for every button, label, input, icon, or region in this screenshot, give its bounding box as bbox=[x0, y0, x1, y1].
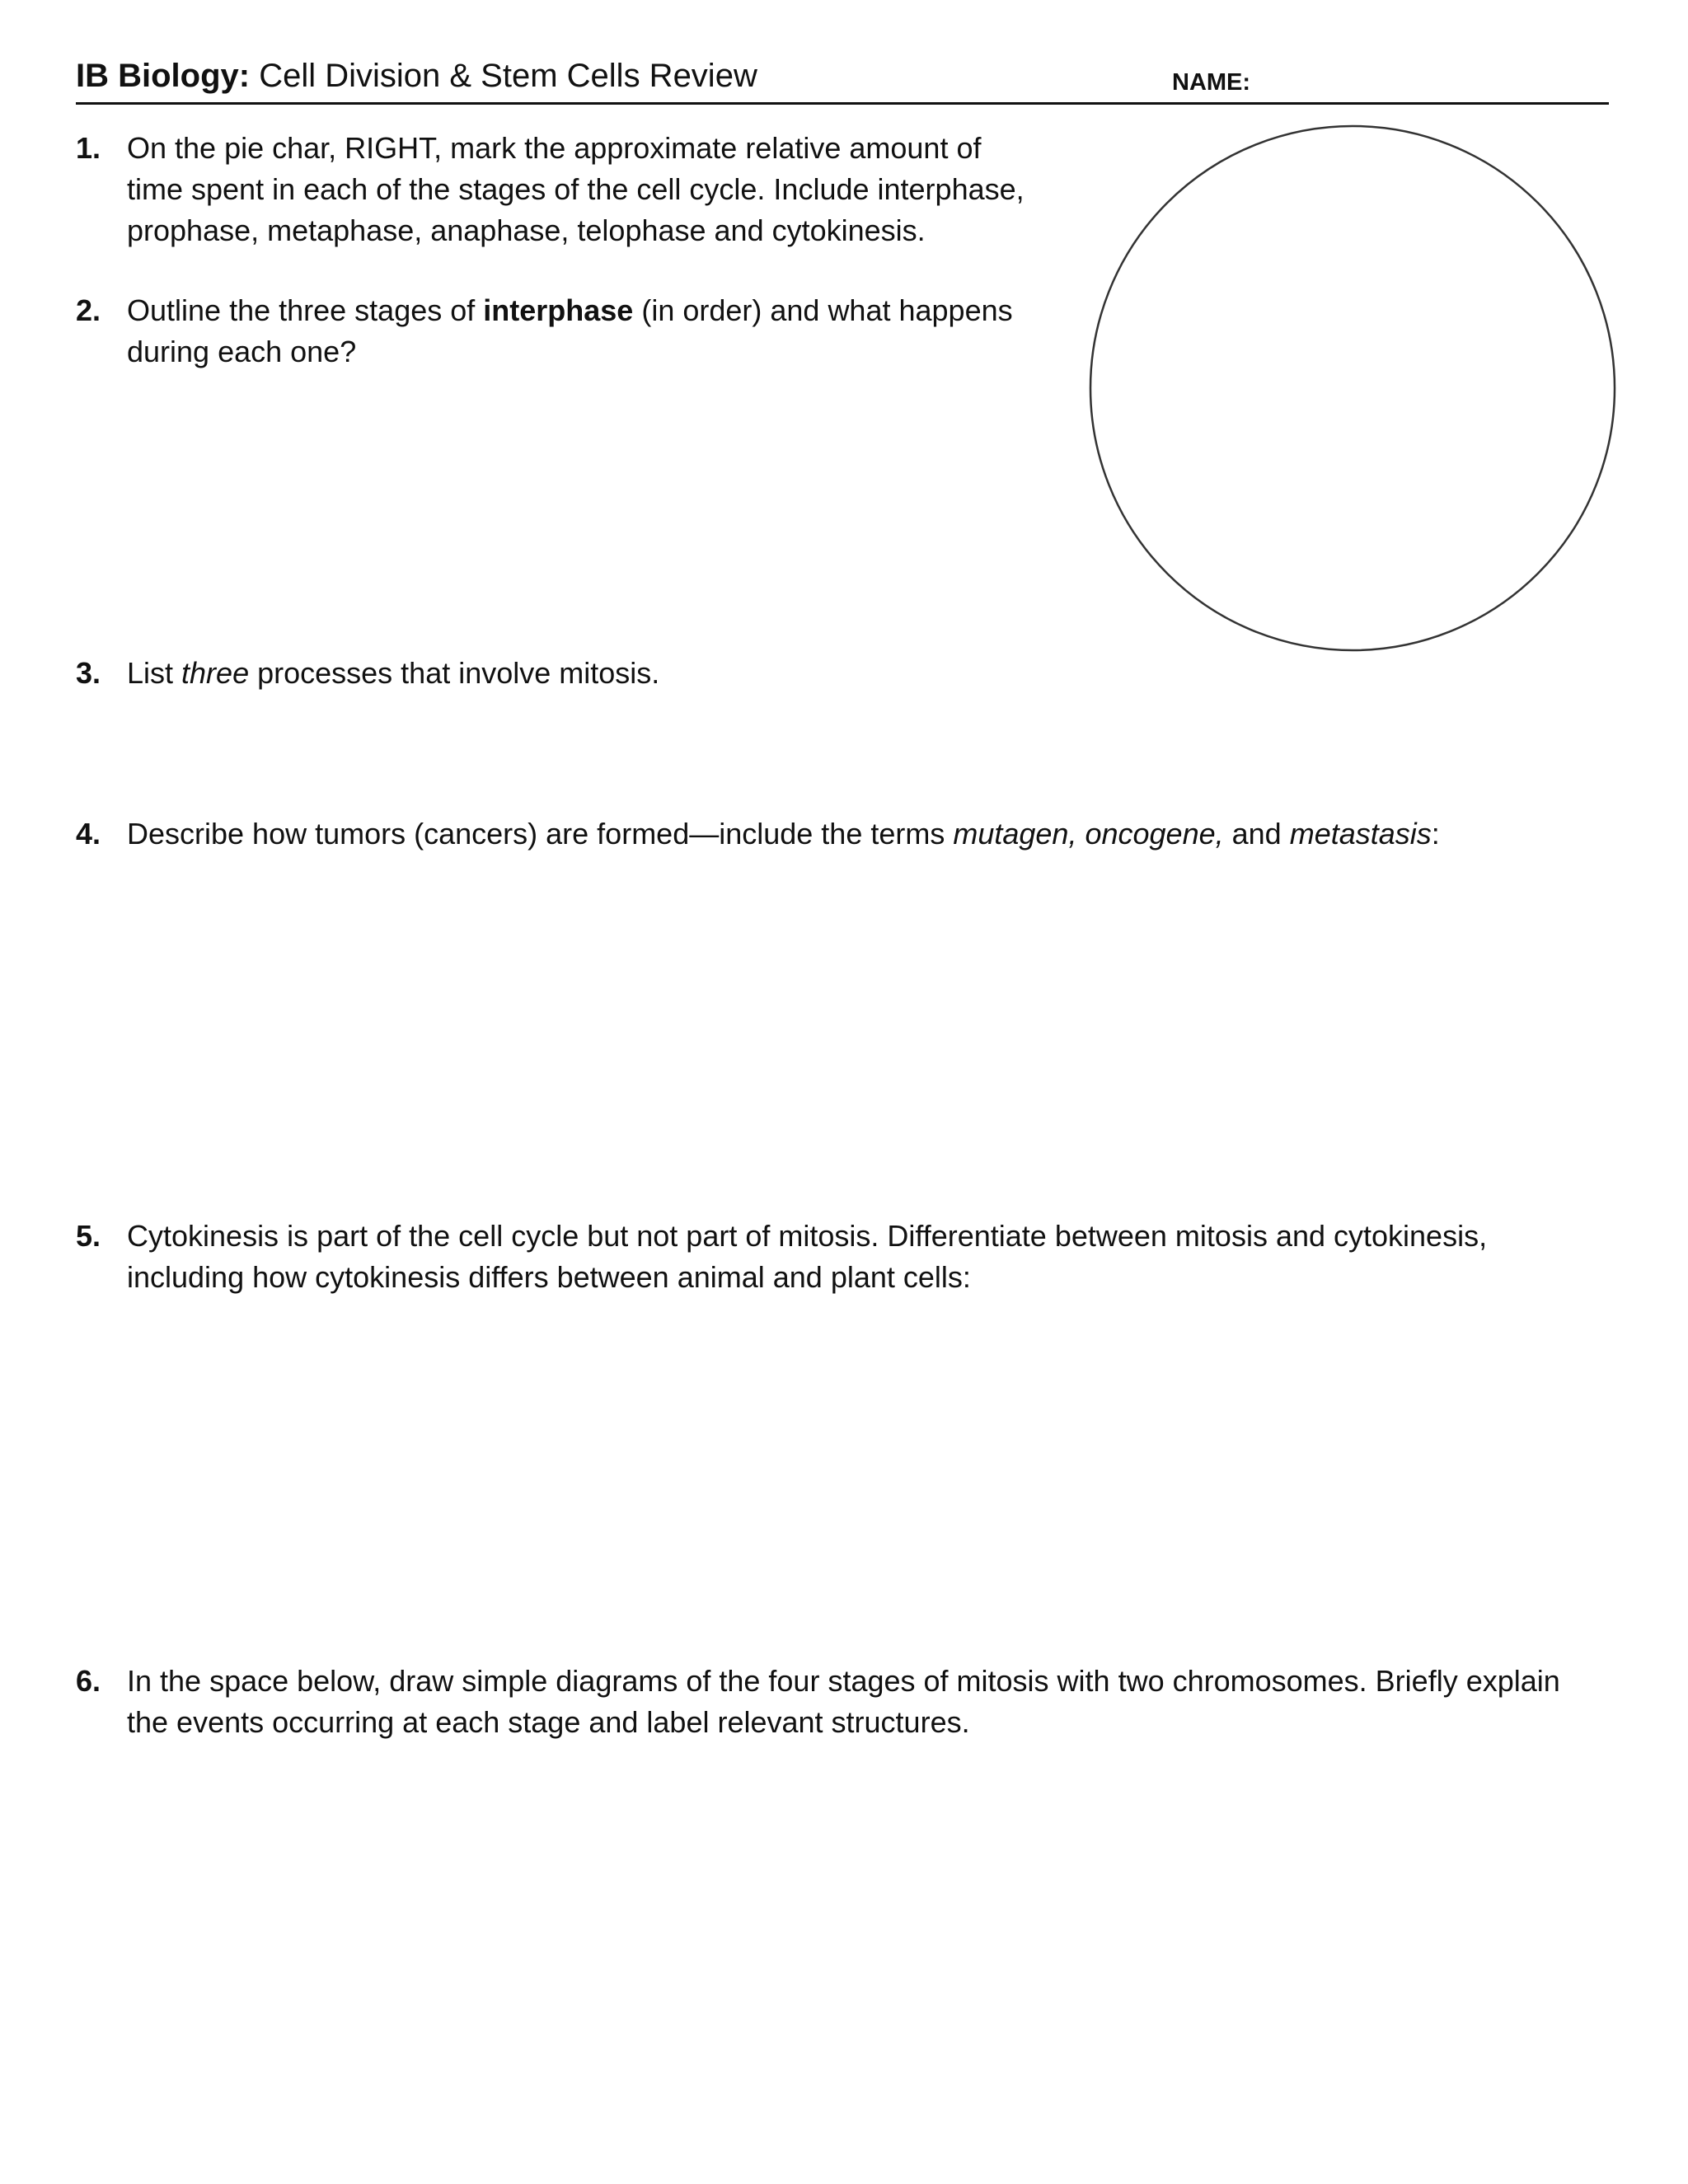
text-segment: Describe how tumors (cancers) are formed—include the terms bbox=[127, 817, 954, 851]
question-number: 4. bbox=[76, 817, 101, 851]
text-segment: List bbox=[127, 656, 182, 690]
question-line: time spent in each of the stages of the cell cycle. Include interphase, bbox=[127, 172, 1025, 206]
question-line: On the pie char, RIGHT, mark the approximate relative amount of bbox=[127, 131, 982, 165]
question-number: 6. bbox=[76, 1664, 101, 1698]
pie-chart-outline bbox=[1090, 126, 1615, 650]
question-text bbox=[127, 128, 1149, 251]
name-label: NAME: bbox=[1172, 69, 1251, 96]
question-text bbox=[127, 290, 1149, 373]
text-segment: (in order) and what happens bbox=[633, 293, 1013, 327]
question-number: 1. bbox=[76, 131, 101, 165]
question-number: 3. bbox=[76, 656, 101, 690]
worksheet-header bbox=[76, 54, 1609, 105]
title-subject: IB Biology: bbox=[76, 58, 251, 94]
text-segment: Outline the three stages of bbox=[127, 293, 484, 327]
question-line: prophase, metaphase, anaphase, telophase and cytokinesis. bbox=[127, 213, 926, 247]
italic-term: metastasis bbox=[1289, 817, 1432, 851]
question-text bbox=[127, 1216, 1611, 1298]
question-text bbox=[127, 653, 1611, 694]
question-text bbox=[127, 813, 1611, 855]
text-segment: : bbox=[1431, 817, 1440, 851]
text-segment: and bbox=[1223, 817, 1290, 851]
worksheet-title bbox=[76, 54, 757, 97]
italic-term: three bbox=[181, 656, 250, 690]
italic-term: mutagen, oncogene, bbox=[953, 817, 1224, 851]
bold-term: interphase bbox=[483, 293, 634, 327]
title-topic: Cell Division & Stem Cells Review bbox=[259, 58, 757, 94]
question-line: Cytokinesis is part of the cell cycle but not part of mitosis. Differentiate between mitosis and cytokinesis, bbox=[127, 1219, 1488, 1253]
text-segment: processes that involve mitosis. bbox=[249, 656, 660, 690]
question-text bbox=[127, 1661, 1611, 1743]
blank-pie-chart[interactable] bbox=[1086, 122, 1619, 654]
question-line: the events occurring at each stage and label relevant structures. bbox=[127, 1705, 970, 1739]
question-line: during each one? bbox=[127, 335, 357, 368]
question-number: 5. bbox=[76, 1219, 101, 1253]
question-line bbox=[127, 290, 1149, 331]
question-line: including how cytokinesis differs between animal and plant cells: bbox=[127, 1260, 971, 1294]
question-number: 2. bbox=[76, 293, 101, 327]
question-line: In the space below, draw simple diagrams of the four stages of mitosis with two chromosomes. Briefly explain bbox=[127, 1664, 1560, 1698]
